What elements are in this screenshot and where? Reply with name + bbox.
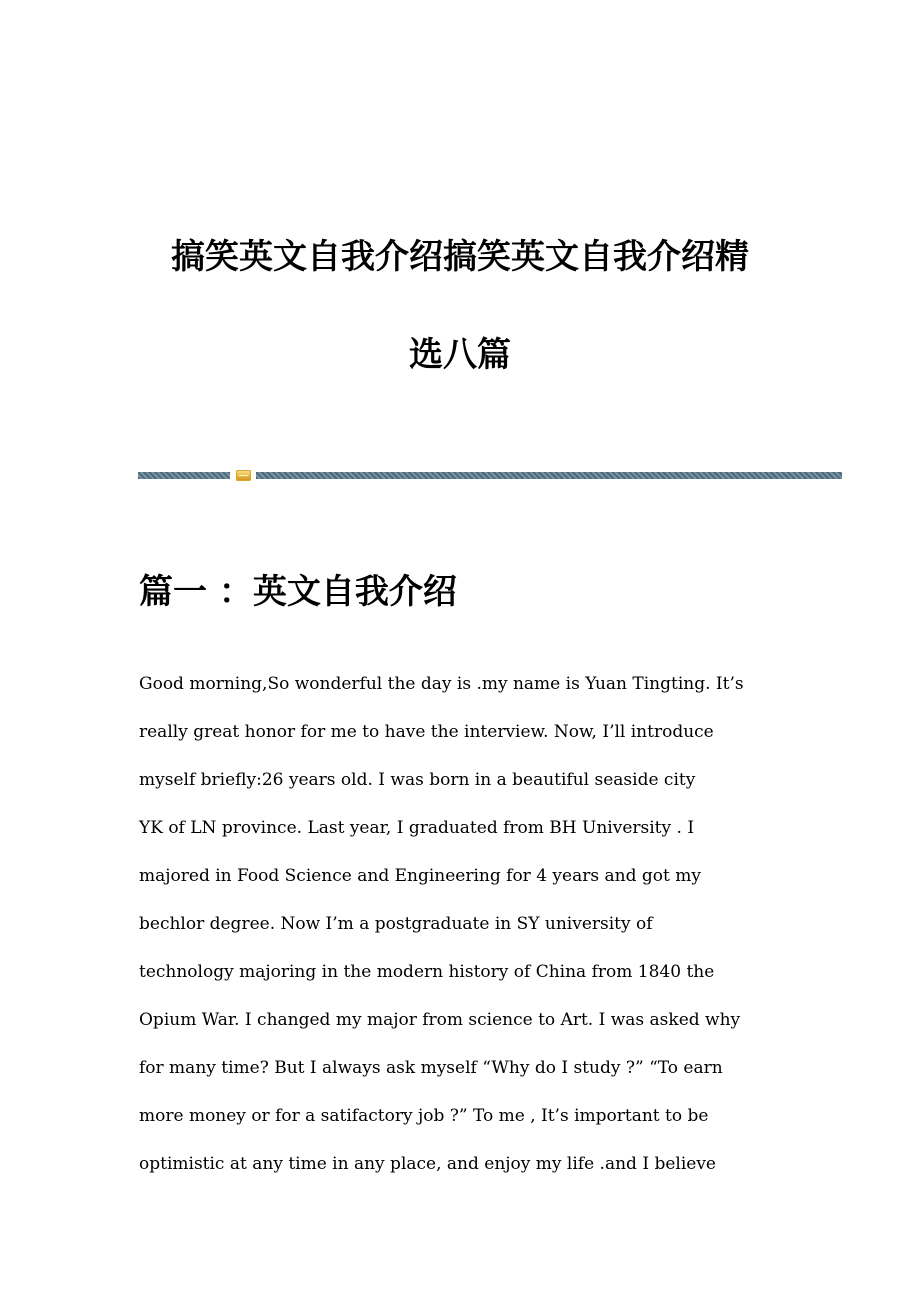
body-line: Good morning,So wonderful the day is .my name is Yuan Tingting. It’s bbox=[139, 674, 744, 694]
section-heading: 篇一 ：英文自我介绍 bbox=[139, 572, 457, 612]
body-line: for many time? But I always ask myself “Why do I study ?” “To earn bbox=[139, 1058, 723, 1078]
divider-bar-right bbox=[256, 472, 842, 479]
body-line: optimistic at any time in any place, and enjoy my life .and I believe bbox=[139, 1154, 716, 1174]
divider-bar-left bbox=[138, 472, 230, 479]
decorative-divider bbox=[138, 470, 842, 482]
body-line: more money or for a satifactory job ?” To me , It’s important to be bbox=[139, 1106, 709, 1126]
document-title bbox=[120, 208, 800, 404]
title-line-1: 搞笑英文自我介绍搞笑英文自我介绍精 bbox=[171, 237, 749, 277]
body-line: YK of LN province. Last year, I graduated from BH University . I bbox=[139, 818, 695, 838]
body-line: majored in Food Science and Engineering for 4 years and got my bbox=[139, 866, 701, 886]
body-line: myself briefly:26 years old. I was born in a beautiful seaside city bbox=[139, 770, 696, 790]
body-line: technology majoring in the modern history of China from 1840 the bbox=[139, 962, 715, 982]
title-line-2: 选八篇 bbox=[409, 335, 511, 375]
body-line: Opium War. I changed my major from science to Art. I was asked why bbox=[139, 1010, 741, 1030]
body-line: really great honor for me to have the interview. Now, I’ll introduce bbox=[139, 722, 714, 742]
body-paragraph bbox=[139, 660, 839, 1188]
body-line: bechlor degree. Now I’m a postgraduate in SY university of bbox=[139, 914, 653, 934]
divider-emblem-icon bbox=[236, 470, 251, 481]
